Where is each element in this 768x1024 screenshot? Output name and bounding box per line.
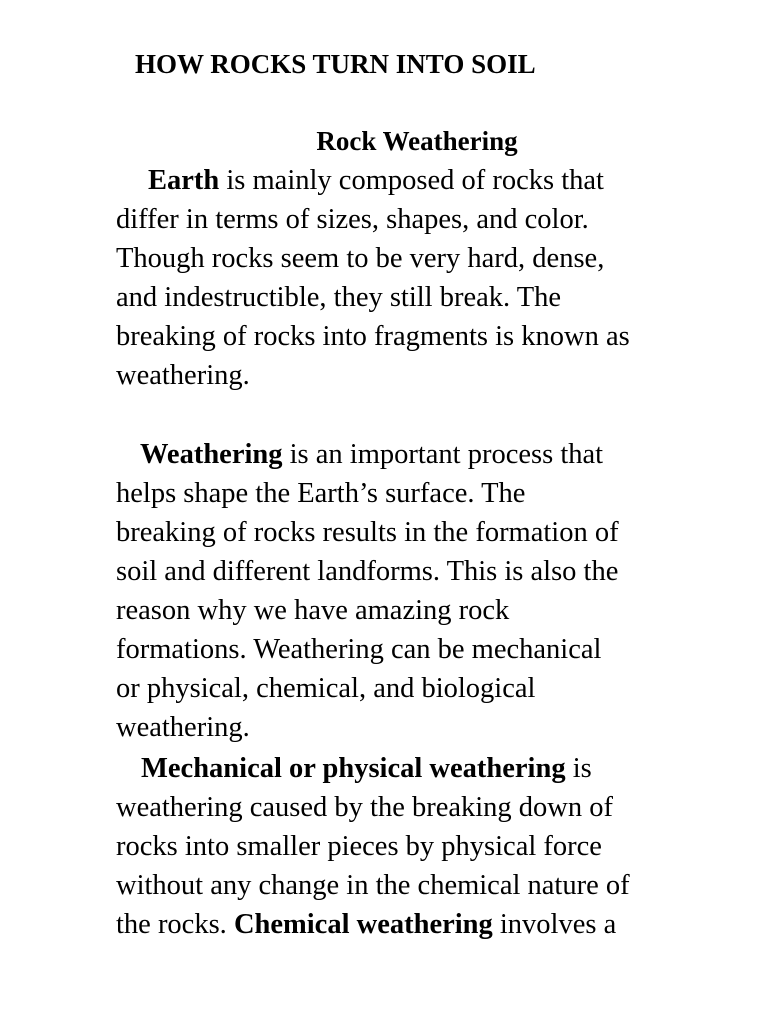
paragraph-1-line-6: weathering. xyxy=(116,360,250,391)
paragraph-3-line-5 xyxy=(116,905,616,944)
term-weathering: Weathering xyxy=(140,439,283,470)
paragraph-3-line-2: weathering caused by the breaking down of xyxy=(116,792,613,823)
paragraph-2-line-3: breaking of rocks results in the formation of xyxy=(116,517,619,548)
paragraph-3-line-5-text: involves a xyxy=(492,909,617,940)
paragraph-2-line-6: formations. Weathering can be mechanical xyxy=(116,634,602,665)
paragraph-1-line-1-text: is mainly composed of rocks that xyxy=(219,165,604,196)
paragraph-3-line-1-text: is xyxy=(565,753,592,784)
term-earth: Earth xyxy=(148,165,220,196)
paragraph-2-line-4: soil and different landforms. This is also the xyxy=(116,556,619,587)
paragraph-3-line-3: rocks into smaller pieces by physical force xyxy=(116,831,602,862)
paragraph-2-line-7: or physical, chemical, and biological xyxy=(116,673,536,704)
paragraph-1-line-5: breaking of rocks into fragments is known as xyxy=(116,321,630,352)
section-heading-text: Rock Weathering xyxy=(316,126,518,156)
paragraph-2-line-1 xyxy=(140,435,603,474)
paragraph-3-line-4: without any change in the chemical nature of xyxy=(116,870,630,901)
term-mechanical-weathering: Mechanical or physical weathering xyxy=(141,753,566,784)
term-chemical-weathering: Chemical weathering xyxy=(233,909,493,940)
paragraph-2-line-5: reason why we have amazing rock xyxy=(116,595,510,626)
paragraph-2-line-8: weathering. xyxy=(116,712,250,743)
paragraph-1-line-1 xyxy=(148,161,604,200)
paragraph-3-line-1 xyxy=(141,749,592,788)
document-title: HOW ROCKS TURN INTO SOIL xyxy=(135,49,536,79)
paragraph-1-line-4: and indestructible, they still break. The xyxy=(116,282,562,313)
paragraph-1-line-2: differ in terms of sizes, shapes, and color. xyxy=(116,204,589,235)
paragraph-2-line-2: helps shape the Earth’s surface. The xyxy=(116,478,526,509)
paragraph-3-line-5-start: the rocks. xyxy=(116,909,234,940)
paragraph-1-line-3: Though rocks seem to be very hard, dense, xyxy=(116,243,605,274)
paragraph-2-line-1-text: is an important process that xyxy=(282,439,604,470)
section-heading xyxy=(0,121,768,161)
